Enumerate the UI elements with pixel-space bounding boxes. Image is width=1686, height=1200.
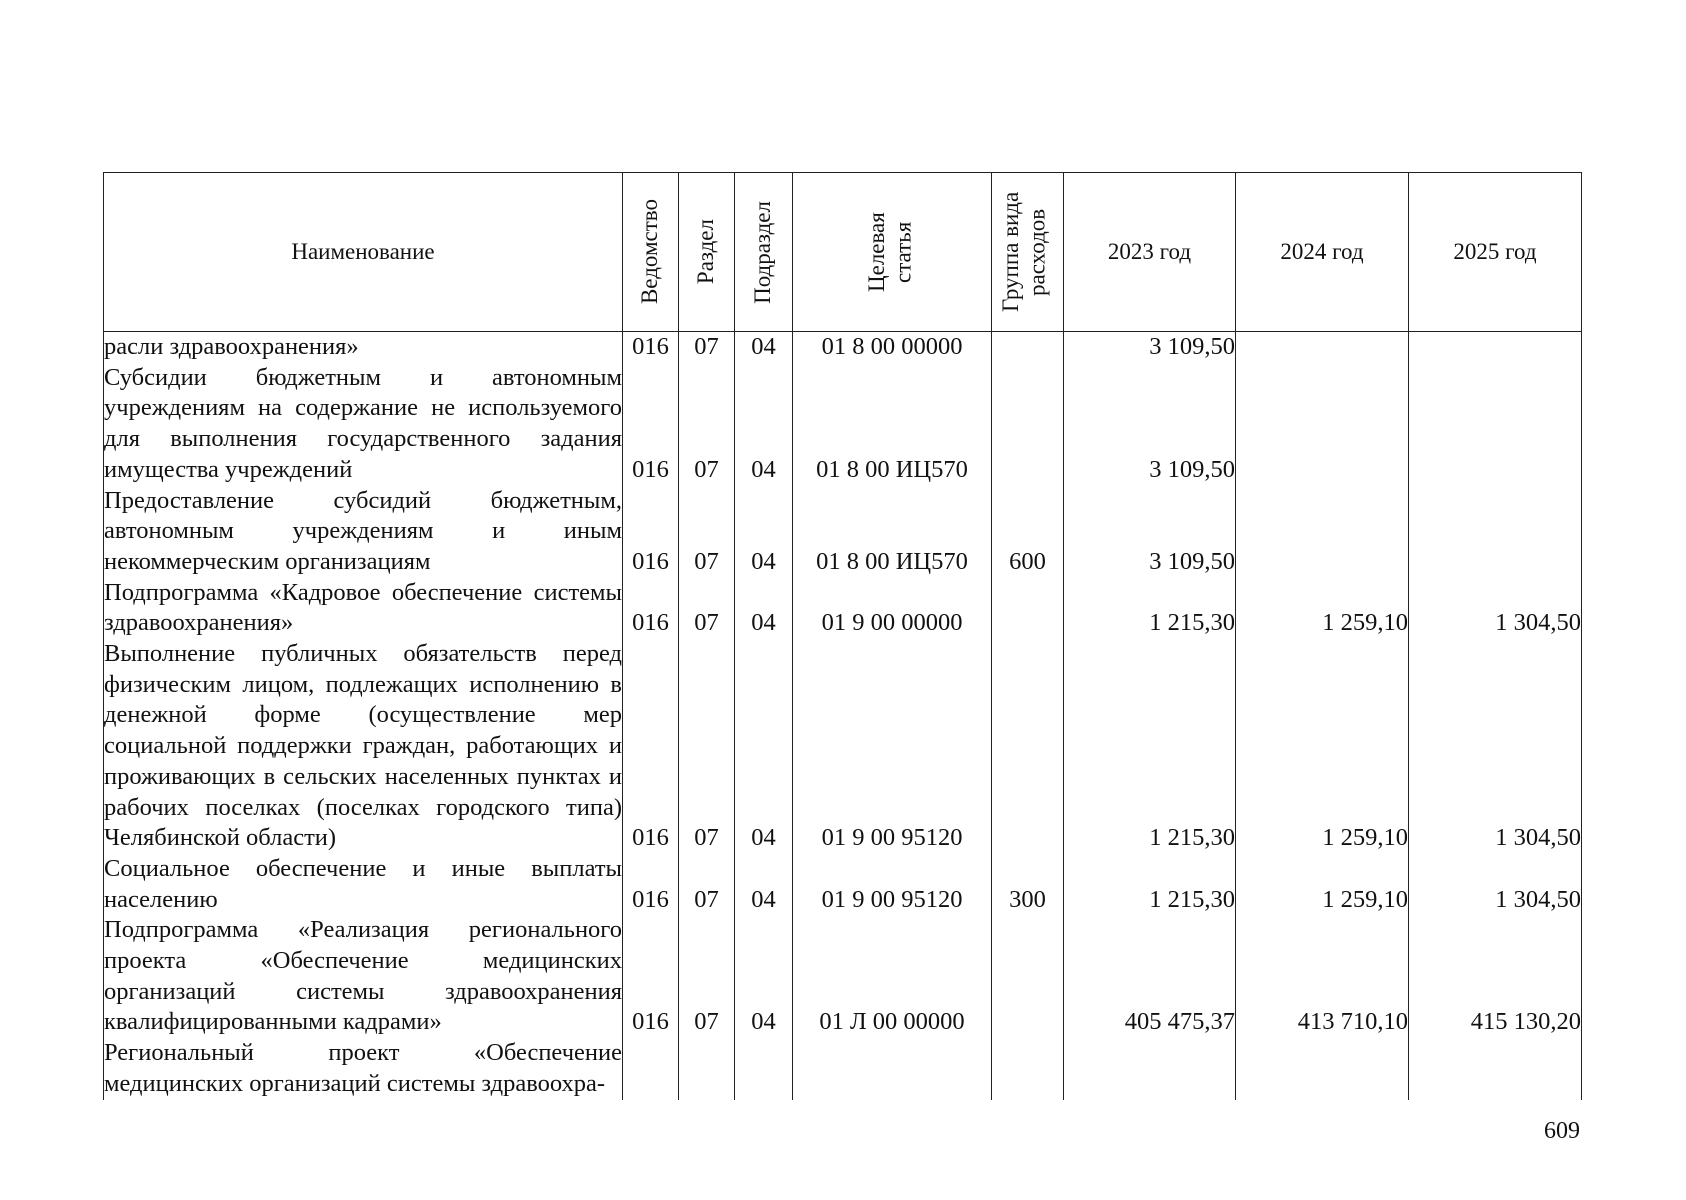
row-podrazdel: 04 xyxy=(735,915,793,1038)
row-vedomstvo: 016 xyxy=(623,639,679,854)
row-celevaya-statya: 01 9 00 95120 xyxy=(793,639,992,854)
row-2024 xyxy=(1236,363,1409,486)
row-razdel: 07 xyxy=(679,578,735,639)
row-podrazdel: 04 xyxy=(735,486,793,578)
header-gruppa-vida-rashodov: Группа вида расходов xyxy=(992,173,1064,332)
row-vedomstvo: 016 xyxy=(623,363,679,486)
row-2025 xyxy=(1409,332,1582,363)
row-podrazdel: 04 xyxy=(735,363,793,486)
row-razdel: 07 xyxy=(679,639,735,854)
table-row xyxy=(104,1038,1582,1099)
row-2024: 1 259,10 xyxy=(1236,639,1409,854)
row-2025 xyxy=(1409,363,1582,486)
row-2023: 1 215,30 xyxy=(1064,578,1236,639)
header-2023: 2023 год xyxy=(1064,173,1236,332)
row-2024: 1 259,10 xyxy=(1236,578,1409,639)
table-header-row xyxy=(104,173,1582,332)
row-podrazdel: 04 xyxy=(735,332,793,363)
row-gruppa-vida-rashodov: 600 xyxy=(992,486,1064,578)
row-name: Региональный проект «Обеспечение медицинских организаций системы здравоохра- xyxy=(104,1038,623,1099)
row-vedomstvo: 016 xyxy=(623,332,679,363)
row-gruppa-vida-rashodov xyxy=(992,1038,1064,1099)
table-row xyxy=(104,578,1582,639)
row-2024: 413 710,10 xyxy=(1236,915,1409,1038)
row-podrazdel xyxy=(735,1038,793,1099)
row-2023: 405 475,37 xyxy=(1064,915,1236,1038)
header-2025: 2025 год xyxy=(1409,173,1582,332)
row-razdel: 07 xyxy=(679,915,735,1038)
table-row xyxy=(104,332,1582,363)
row-podrazdel: 04 xyxy=(735,578,793,639)
header-name: Наименование xyxy=(104,173,623,332)
row-gruppa-vida-rashodov xyxy=(992,578,1064,639)
header-celevaya-statya: Целевая статья xyxy=(793,173,992,332)
row-name: Субсидии бюджетным и автономным учреждениям на содержание не используемого для выполнения государственного задания имущества учреждений xyxy=(104,363,623,486)
row-name: Выполнение публичных обязательств перед физическим лицом, подлежащих исполнению в денежной форме (осуществление мер социальной поддержки граждан, работающих и проживающих в сельских населенных пунктах и рабочих поселках (поселках городского типа) Челябинской области) xyxy=(104,639,623,854)
row-2023: 3 109,50 xyxy=(1064,332,1236,363)
row-celevaya-statya: 01 8 00 ИЦ570 xyxy=(793,486,992,578)
row-vedomstvo xyxy=(623,1038,679,1099)
row-gruppa-vida-rashodov xyxy=(992,915,1064,1038)
row-gruppa-vida-rashodov xyxy=(992,363,1064,486)
row-razdel xyxy=(679,1038,735,1099)
row-2025: 415 130,20 xyxy=(1409,915,1582,1038)
row-2024: 1 259,10 xyxy=(1236,854,1409,915)
row-name: Социальное обеспечение и иные выплаты населению xyxy=(104,854,623,915)
row-name: Подпрограмма «Реализация регионального проекта «Обеспечение медицинских организаций системы здравоохранения квалифицированными кадрами» xyxy=(104,915,623,1038)
header-razdel: Раздел xyxy=(679,173,735,332)
row-name: Подпрограмма «Кадровое обеспечение системы здравоохранения» xyxy=(104,578,623,639)
page-number: 609 xyxy=(1544,1118,1580,1144)
row-gruppa-vida-rashodov xyxy=(992,332,1064,363)
row-vedomstvo: 016 xyxy=(623,486,679,578)
table-row xyxy=(104,854,1582,915)
row-gruppa-vida-rashodov xyxy=(992,639,1064,854)
row-2024 xyxy=(1236,486,1409,578)
row-razdel: 07 xyxy=(679,486,735,578)
row-razdel: 07 xyxy=(679,854,735,915)
table-row xyxy=(104,486,1582,578)
row-2025 xyxy=(1409,1038,1582,1099)
row-2025: 1 304,50 xyxy=(1409,639,1582,854)
row-podrazdel: 04 xyxy=(735,639,793,854)
row-2023: 3 109,50 xyxy=(1064,363,1236,486)
row-celevaya-statya xyxy=(793,1038,992,1099)
table-row xyxy=(104,639,1582,854)
row-2024 xyxy=(1236,332,1409,363)
header-podrazdel: Подраздел xyxy=(735,173,793,332)
row-2025: 1 304,50 xyxy=(1409,578,1582,639)
row-2023: 1 215,30 xyxy=(1064,639,1236,854)
header-vedomstvo: Ведомство xyxy=(623,173,679,332)
row-vedomstvo: 016 xyxy=(623,854,679,915)
row-2023 xyxy=(1064,1038,1236,1099)
row-razdel: 07 xyxy=(679,363,735,486)
row-name: Предоставление субсидий бюджетным, автономным учреждениям и иным некоммерческим организациям xyxy=(104,486,623,578)
row-vedomstvo: 016 xyxy=(623,578,679,639)
row-2025: 1 304,50 xyxy=(1409,854,1582,915)
row-podrazdel: 04 xyxy=(735,854,793,915)
row-celevaya-statya: 01 9 00 95120 xyxy=(793,854,992,915)
row-2023: 3 109,50 xyxy=(1064,486,1236,578)
row-2024 xyxy=(1236,1038,1409,1099)
row-2025 xyxy=(1409,486,1582,578)
budget-table-sheet xyxy=(103,172,1581,1098)
row-celevaya-statya: 01 9 00 00000 xyxy=(793,578,992,639)
row-vedomstvo: 016 xyxy=(623,915,679,1038)
row-razdel: 07 xyxy=(679,332,735,363)
header-2024: 2024 год xyxy=(1236,173,1409,332)
table-row xyxy=(104,915,1582,1038)
row-2023: 1 215,30 xyxy=(1064,854,1236,915)
row-name: расли здравоохранения» xyxy=(104,332,623,363)
row-celevaya-statya: 01 Л 00 00000 xyxy=(793,915,992,1038)
budget-table xyxy=(103,172,1582,1100)
row-celevaya-statya: 01 8 00 ИЦ570 xyxy=(793,363,992,486)
table-row xyxy=(104,363,1582,486)
row-celevaya-statya: 01 8 00 00000 xyxy=(793,332,992,363)
row-gruppa-vida-rashodov: 300 xyxy=(992,854,1064,915)
